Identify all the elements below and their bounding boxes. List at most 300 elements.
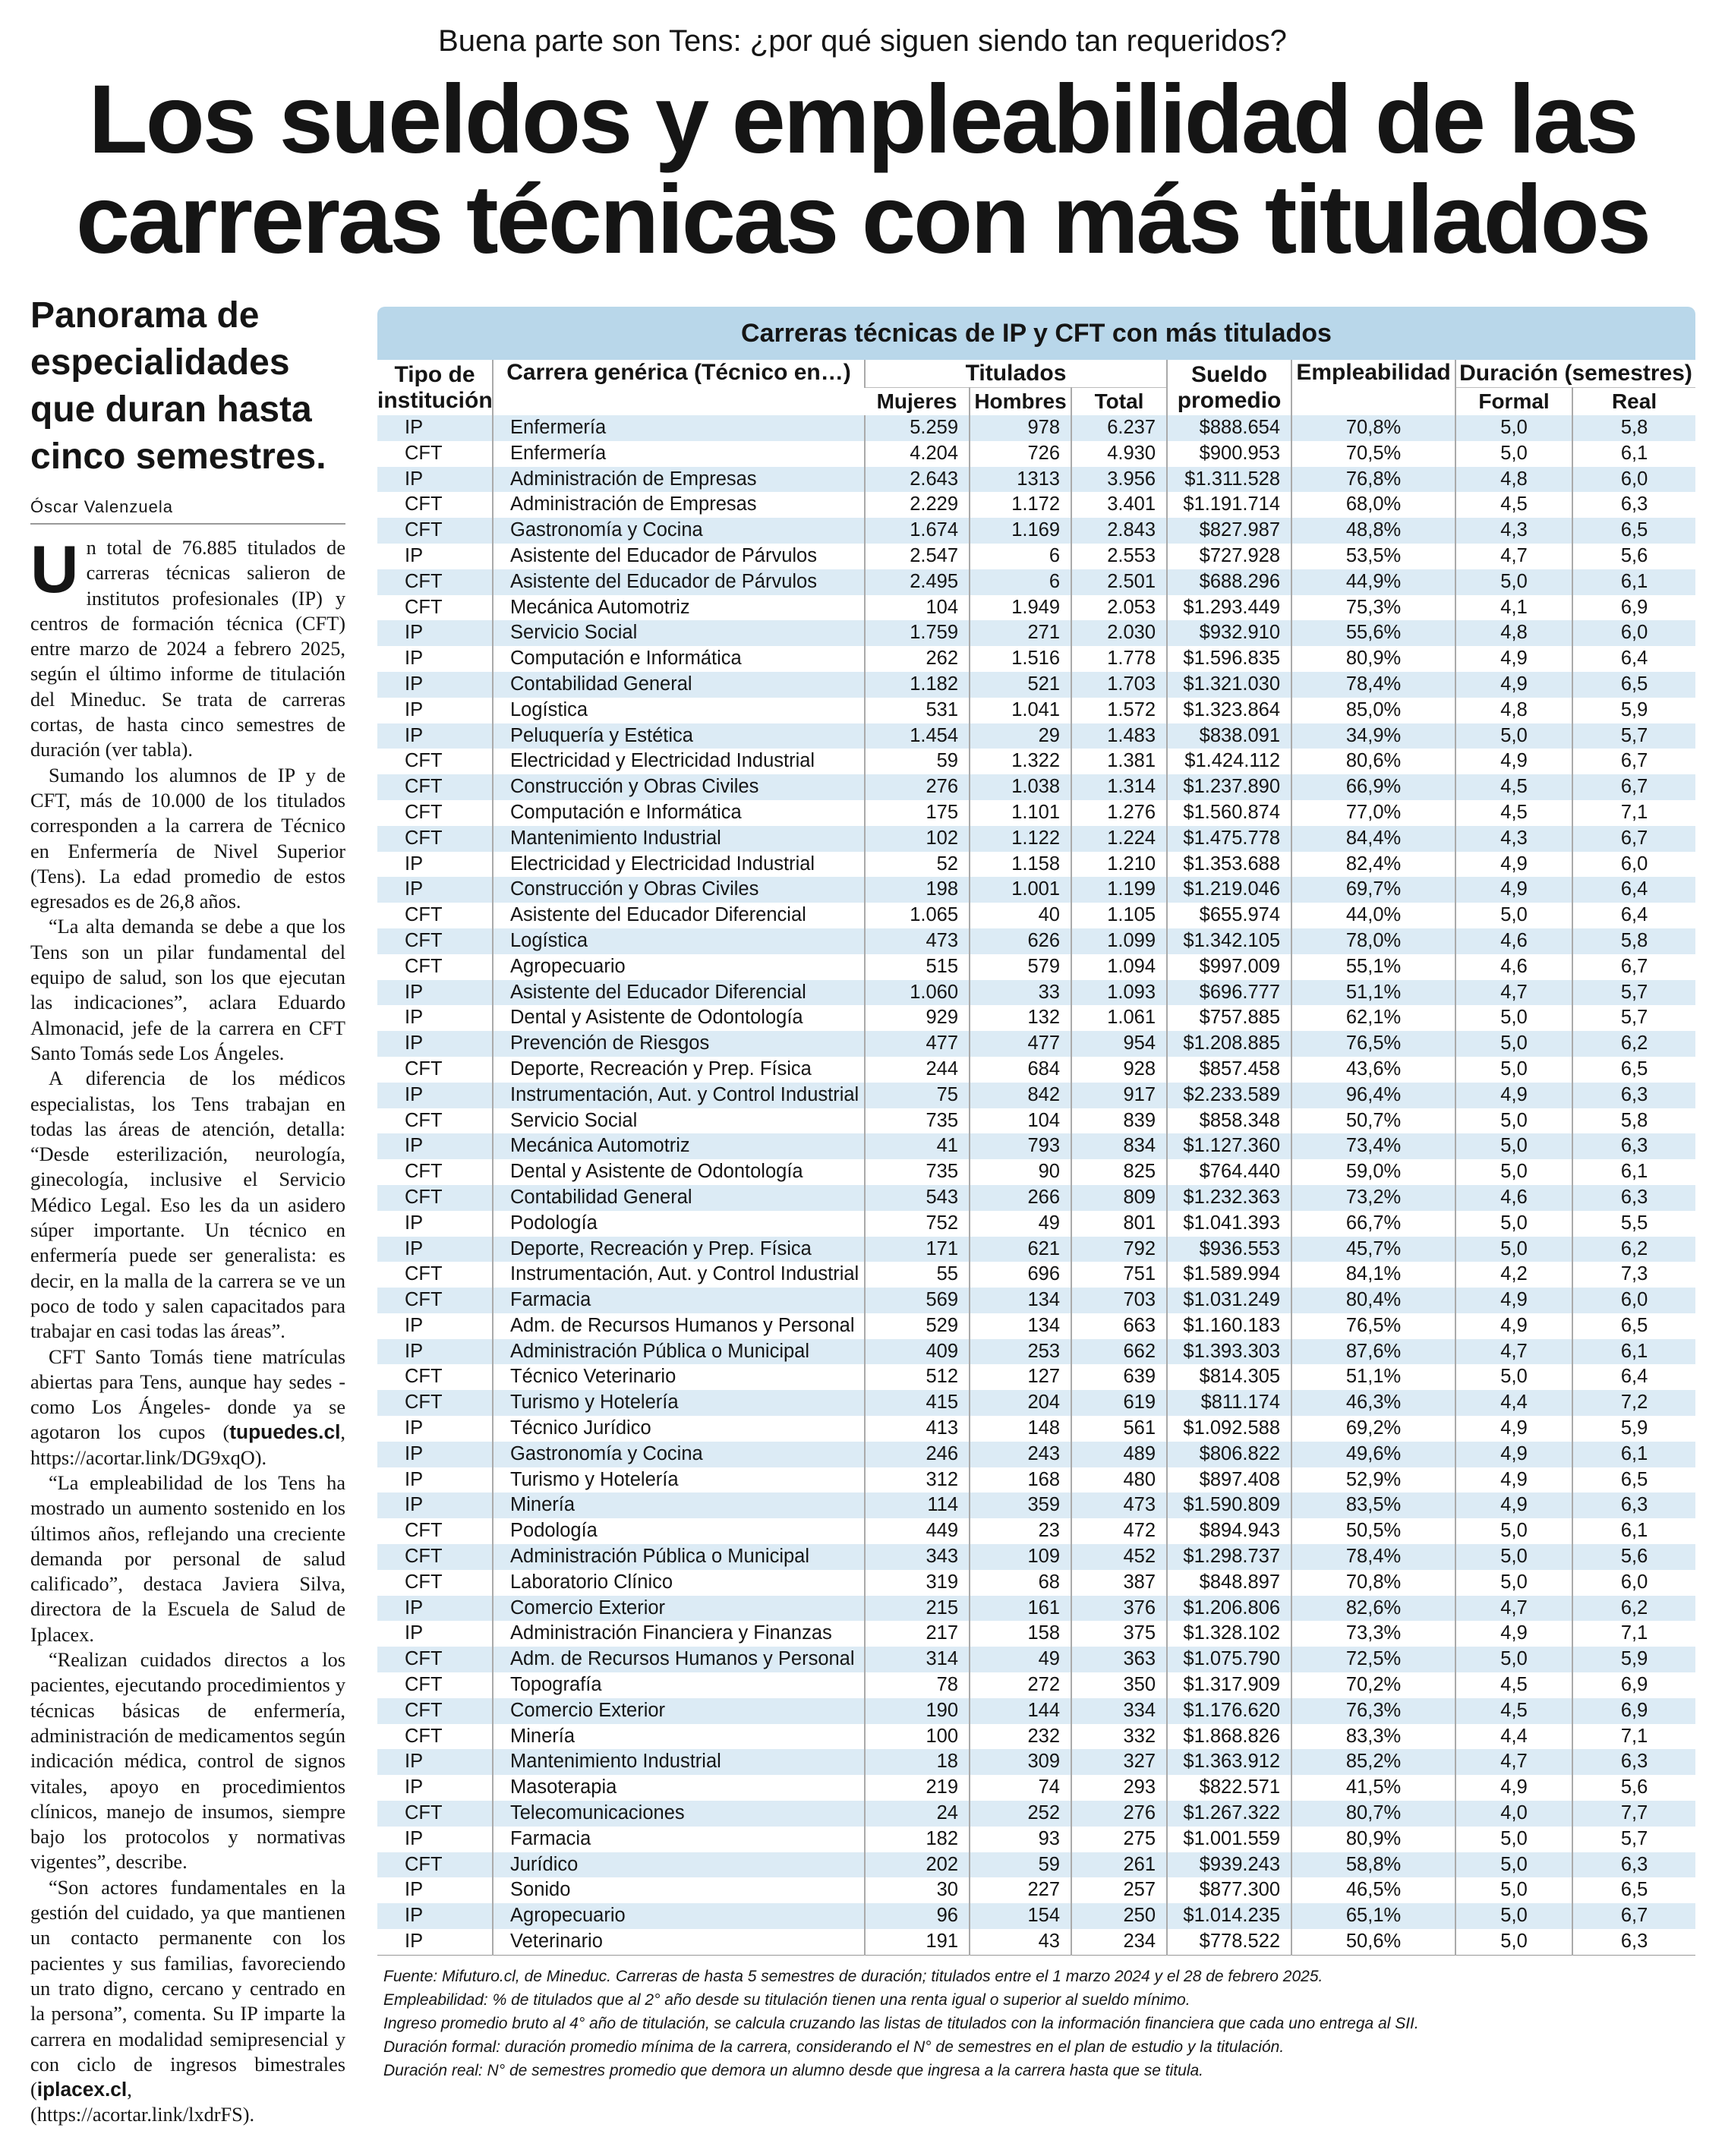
- cell-formal: 4,6: [1455, 928, 1572, 954]
- cell-real: 6,5: [1572, 1467, 1695, 1493]
- header-titulados: Titulados: [865, 360, 1167, 388]
- cell-formal: 4,6: [1455, 1185, 1572, 1211]
- cell-empleabilidad: 50,7%: [1291, 1108, 1455, 1134]
- cell-hombres: 49: [970, 1647, 1071, 1672]
- cell-formal: 4,4: [1455, 1390, 1572, 1416]
- cell-mujeres: 343: [865, 1544, 970, 1570]
- cell-empleabilidad: 87,6%: [1291, 1339, 1455, 1365]
- cell-tipo: CFT: [405, 904, 443, 926]
- cell-sueldo: $877.300: [1167, 1877, 1291, 1903]
- cell-carrera: Instrumentación, Aut. y Control Industrial: [493, 1083, 865, 1108]
- cell-mujeres: 2.643: [865, 467, 970, 493]
- cell-sueldo: $939.243: [1167, 1852, 1291, 1878]
- cell-carrera: Sonido: [493, 1877, 865, 1903]
- cell-mujeres: 114: [865, 1492, 970, 1518]
- cell-sueldo: $848.897: [1167, 1570, 1291, 1596]
- cell-hombres: 684: [970, 1057, 1071, 1083]
- cell-carrera: Agropecuario: [493, 954, 865, 980]
- cell-formal: 5,0: [1455, 1133, 1572, 1159]
- cell-carrera: Gastronomía y Cocina: [493, 1442, 865, 1467]
- link-iplacex[interactable]: iplacex.cl: [36, 2078, 128, 2101]
- cell-real: 7,1: [1572, 1621, 1695, 1647]
- cell-tipo: CFT: [377, 928, 493, 954]
- cell-total: 1.210: [1071, 852, 1167, 878]
- cell-formal: 5,0: [1455, 1005, 1572, 1031]
- cell-tipo: IP: [377, 1339, 493, 1365]
- cell-tipo: IP: [405, 544, 424, 566]
- cell-hombres: 33: [970, 980, 1071, 1006]
- cell-tipo: CFT: [405, 1674, 443, 1696]
- cell-real: 6,5: [1572, 1313, 1695, 1339]
- cell-total: 561: [1071, 1416, 1167, 1442]
- cell-formal: 5,0: [1455, 1159, 1572, 1185]
- cell-tipo: IP: [377, 1749, 493, 1775]
- table-row: [377, 1775, 1695, 1801]
- article-paragraph: “La alta demanda se debe a que los Tens son un pilar fundamental del equipo de salud, son los que ejecutan las indicaciones”, aclara Eduardo Almonacid, jefe de la carrera en CFT Santo Tomás sede Los Ángeles.: [30, 916, 345, 1064]
- cell-carrera: Turismo y Hotelería: [493, 1467, 865, 1493]
- cell-carrera: Administración Pública o Municipal: [493, 1544, 865, 1570]
- cell-total: 334: [1071, 1698, 1167, 1724]
- cell-carrera: Comercio Exterior: [493, 1698, 865, 1724]
- table-row: [377, 852, 1695, 878]
- cell-mujeres: 182: [865, 1827, 970, 1852]
- table-row: [377, 1237, 1695, 1262]
- cell-empleabilidad: 51,1%: [1291, 980, 1455, 1006]
- cell-tipo: IP: [405, 648, 424, 670]
- cell-tipo: CFT: [405, 1520, 443, 1542]
- cell-formal: 4,9: [1455, 672, 1572, 698]
- cell-empleabilidad: 82,4%: [1291, 852, 1455, 878]
- cell-hombres: 1.101: [970, 800, 1071, 826]
- cell-total: 1.483: [1071, 723, 1167, 749]
- cell-empleabilidad: 82,6%: [1291, 1596, 1455, 1622]
- cell-total: 489: [1071, 1442, 1167, 1467]
- cell-empleabilidad: 78,4%: [1291, 672, 1455, 698]
- cell-carrera: Logística: [493, 928, 865, 954]
- cell-tipo: IP: [377, 1596, 493, 1622]
- cell-tipo: IP: [377, 672, 493, 698]
- header-total: Total: [1071, 388, 1167, 416]
- cell-mujeres: 2.229: [865, 492, 970, 518]
- cell-real: 5,7: [1572, 723, 1695, 749]
- header-carrera: Carrera genérica (Técnico en…): [493, 360, 865, 415]
- cell-real: 6,0: [1572, 852, 1695, 878]
- cell-mujeres: 244: [865, 1057, 970, 1083]
- cell-sueldo: $1.208.885: [1167, 1031, 1291, 1057]
- drop-cap: U: [30, 531, 79, 607]
- table-row: [377, 1083, 1695, 1108]
- note-duracion-real: Duración real: N° de semestres promedio que demora un alumno desde que ingresa a la carrera hasta que se titula.: [383, 2061, 1204, 2079]
- cell-formal: 5,0: [1455, 1647, 1572, 1672]
- cell-sueldo: $997.009: [1167, 954, 1291, 980]
- cell-carrera: Asistente del Educador Diferencial: [493, 903, 865, 928]
- cell-carrera: Administración Pública o Municipal: [493, 1339, 865, 1365]
- cell-formal: 4,0: [1455, 1801, 1572, 1827]
- cell-total: 751: [1071, 1262, 1167, 1288]
- cell-carrera: Administración Financiera y Finanzas: [493, 1621, 865, 1647]
- cell-sueldo: $936.553: [1167, 1237, 1291, 1262]
- cell-total: 1.572: [1071, 698, 1167, 723]
- cell-total: 928: [1071, 1057, 1167, 1083]
- table-row: [377, 1672, 1695, 1698]
- cell-mujeres: 96: [865, 1903, 970, 1929]
- cell-total: 250: [1071, 1903, 1167, 1929]
- cell-total: 473: [1071, 1492, 1167, 1518]
- cell-empleabilidad: 83,5%: [1291, 1492, 1455, 1518]
- cell-empleabilidad: 84,4%: [1291, 826, 1455, 852]
- cell-formal: 5,0: [1455, 903, 1572, 928]
- cell-real: 7,2: [1572, 1390, 1695, 1416]
- cell-tipo: CFT: [377, 1390, 493, 1416]
- table-row: [377, 1570, 1695, 1596]
- cell-real: 6,3: [1572, 1133, 1695, 1159]
- table-row: [377, 1544, 1695, 1570]
- cell-hombres: 168: [970, 1467, 1071, 1493]
- cell-real: 5,9: [1572, 1647, 1695, 1672]
- cell-real: 6,3: [1572, 1749, 1695, 1775]
- cell-formal: 4,7: [1455, 1596, 1572, 1622]
- cell-hombres: 579: [970, 954, 1071, 980]
- cell-total: 387: [1071, 1570, 1167, 1596]
- cell-formal: 5,0: [1455, 441, 1572, 467]
- cell-formal: 4,7: [1455, 980, 1572, 1006]
- cell-hombres: 252: [970, 1801, 1071, 1827]
- cell-carrera: Podología: [493, 1211, 865, 1237]
- cell-real: 6,5: [1572, 1057, 1695, 1083]
- table-row: [377, 1031, 1695, 1057]
- cell-carrera: Administración de Empresas: [493, 492, 865, 518]
- cell-sueldo: $655.974: [1167, 903, 1291, 928]
- cell-hombres: 43: [970, 1929, 1071, 1955]
- cell-empleabilidad: 46,5%: [1291, 1877, 1455, 1903]
- cell-mujeres: 314: [865, 1647, 970, 1672]
- note-ingreso: Ingreso promedio bruto al 4° año de titulación, se calcula cruzando las listas de titulados con la información financiera que cada uno entrega al SII.: [383, 2014, 1419, 2032]
- cell-sueldo: $858.348: [1167, 1108, 1291, 1134]
- table-row: [377, 569, 1695, 595]
- cell-sueldo: $696.777: [1167, 980, 1291, 1006]
- header-sueldo: [1167, 360, 1291, 415]
- cell-carrera: Deporte, Recreación y Prep. Física: [493, 1057, 865, 1083]
- cell-hombres: 359: [970, 1492, 1071, 1518]
- cell-tipo: IP: [377, 467, 493, 493]
- paragraph-text: “Son actores fundamentales en la gestión del cuidado, ya que mantienen un contacto permanente con los pacientes y sus familias, favoreciendo un trato digno, cercano y centrado en la persona”, comenta. Su IP imparte la carrera en modalidad semipresencial y con ciclo de ingresos bimestrales (: [30, 1876, 345, 2101]
- cell-tipo: CFT: [405, 1725, 443, 1747]
- headline-line-1: Los sueldos y empleabilidad de las: [88, 65, 1637, 174]
- article-paragraph: A diferencia de los médicos especialistas, los Tens trabajan en todas las áreas de atención, detalla: “Desde esterilización, neurología, ginecología, inclusive el Servicio Médico Legal. Eso les da un asidero súper importante. Un técnico en enfermería puede ser generalista: es decir, en la malla de la carrera se ve un poco de todo y salen capacitados para trabajar en casi todas las áreas”.: [30, 1067, 345, 1343]
- cell-tipo: IP: [377, 1929, 493, 1955]
- cell-empleabilidad: 59,0%: [1291, 1159, 1455, 1185]
- cell-real: 6,2: [1572, 1596, 1695, 1622]
- cell-sueldo: $814.305: [1167, 1364, 1291, 1390]
- cell-real: 6,3: [1572, 492, 1695, 518]
- cell-carrera: Prevención de Riesgos: [493, 1031, 865, 1057]
- cell-real: 5,8: [1572, 1108, 1695, 1134]
- cell-hombres: 477: [970, 1031, 1071, 1057]
- cell-tipo: IP: [405, 698, 424, 720]
- cell-carrera: Asistente del Educador Diferencial: [493, 980, 865, 1006]
- table-row: [377, 595, 1695, 621]
- cell-formal: 4,3: [1455, 826, 1572, 852]
- cell-mujeres: 1.182: [865, 672, 970, 698]
- table-row: [377, 954, 1695, 980]
- cell-sueldo: $1.014.235: [1167, 1903, 1291, 1929]
- cell-tipo: CFT: [377, 1647, 493, 1672]
- cell-hombres: 68: [970, 1570, 1071, 1596]
- cell-tipo: IP: [405, 1622, 424, 1644]
- cell-tipo: CFT: [405, 1109, 443, 1131]
- cell-real: 6,2: [1572, 1237, 1695, 1262]
- cell-formal: 4,9: [1455, 1492, 1572, 1518]
- cell-tipo: IP: [377, 1442, 493, 1467]
- cell-mujeres: 52: [865, 852, 970, 878]
- cell-real: 6,7: [1572, 774, 1695, 800]
- cell-empleabilidad: 73,2%: [1291, 1185, 1455, 1211]
- cell-real: 5,6: [1572, 544, 1695, 569]
- cell-tipo: IP: [405, 1776, 424, 1798]
- cell-real: 5,9: [1572, 1416, 1695, 1442]
- table-row: [377, 903, 1695, 928]
- cell-mujeres: 4.204: [865, 441, 970, 467]
- cell-empleabilidad: 80,9%: [1291, 1827, 1455, 1852]
- cell-hombres: 134: [970, 1313, 1071, 1339]
- cell-mujeres: 543: [865, 1185, 970, 1211]
- cell-empleabilidad: 70,8%: [1291, 1570, 1455, 1596]
- cell-mujeres: 752: [865, 1211, 970, 1237]
- cell-formal: 5,0: [1455, 1877, 1572, 1903]
- cell-hombres: 626: [970, 928, 1071, 954]
- cell-real: 6,1: [1572, 1518, 1695, 1544]
- cell-hombres: 49: [970, 1211, 1071, 1237]
- cell-empleabilidad: 80,6%: [1291, 749, 1455, 774]
- cell-empleabilidad: 78,0%: [1291, 928, 1455, 954]
- cell-formal: 4,9: [1455, 1083, 1572, 1108]
- table-row: [377, 826, 1695, 852]
- cell-tipo: CFT: [405, 801, 443, 823]
- cell-real: 5,6: [1572, 1775, 1695, 1801]
- cell-empleabilidad: 50,5%: [1291, 1518, 1455, 1544]
- cell-total: 234: [1071, 1929, 1167, 1955]
- cell-sueldo: $894.943: [1167, 1518, 1291, 1544]
- cell-real: 6,0: [1572, 1570, 1695, 1596]
- cell-total: 480: [1071, 1467, 1167, 1493]
- cell-mujeres: 312: [865, 1467, 970, 1493]
- cell-real: 6,0: [1572, 1288, 1695, 1313]
- cell-mujeres: 409: [865, 1339, 970, 1365]
- cell-total: 639: [1071, 1364, 1167, 1390]
- cell-real: 6,1: [1572, 569, 1695, 595]
- cell-real: 7,3: [1572, 1262, 1695, 1288]
- cell-formal: 4,5: [1455, 1698, 1572, 1724]
- link-tupuedes[interactable]: tupuedes.cl: [229, 1420, 341, 1444]
- cell-total: 1.099: [1071, 928, 1167, 954]
- table-row: [377, 1749, 1695, 1775]
- cell-sueldo: $1.232.363: [1167, 1185, 1291, 1211]
- cell-mujeres: 1.759: [865, 620, 970, 646]
- cell-empleabilidad: 76,8%: [1291, 467, 1455, 493]
- cell-carrera: Turismo y Hotelería: [493, 1390, 865, 1416]
- cell-real: 6,0: [1572, 467, 1695, 493]
- header-empleabilidad: Empleabilidad: [1291, 360, 1455, 415]
- cell-formal: 4,9: [1455, 1442, 1572, 1467]
- cell-hombres: 6: [970, 569, 1071, 595]
- data-table: [377, 360, 1695, 1956]
- paragraph-text: , https://acortar.link/DG9xqO).: [30, 1421, 345, 1469]
- cell-total: 1.093: [1071, 980, 1167, 1006]
- table-row: [377, 1108, 1695, 1134]
- cell-real: 6,3: [1572, 1185, 1695, 1211]
- table-row: [377, 1133, 1695, 1159]
- cell-total: 452: [1071, 1544, 1167, 1570]
- paragraph-text: n total de 76.885 titulados de carreras técnicas salieron de institutos profesionales (IP) y centros de formación técnica (CFT) entre marzo de 2024 a febrero 2025, según el último informe de titulación del Mineduc. Se trata de carreras cortas, de hasta cinco semestres de duración (ver tabla).: [30, 537, 345, 761]
- cell-total: 703: [1071, 1288, 1167, 1313]
- cell-real: 6,7: [1572, 954, 1695, 980]
- cell-tipo: CFT: [405, 442, 443, 464]
- cell-mujeres: 190: [865, 1698, 970, 1724]
- cell-carrera: Mecánica Automotriz: [493, 1133, 865, 1159]
- cell-total: 834: [1071, 1133, 1167, 1159]
- header-sueldo-line2: promedio: [1177, 387, 1282, 413]
- cell-tipo: CFT: [405, 493, 443, 515]
- cell-mujeres: 104: [865, 595, 970, 621]
- header-real: Real: [1572, 388, 1695, 416]
- cell-mujeres: 18: [865, 1749, 970, 1775]
- cell-real: 6,1: [1572, 441, 1695, 467]
- cell-real: 5,6: [1572, 1544, 1695, 1570]
- cell-empleabilidad: 43,6%: [1291, 1057, 1455, 1083]
- cell-total: 809: [1071, 1185, 1167, 1211]
- cell-mujeres: 5.259: [865, 415, 970, 441]
- cell-formal: 4,9: [1455, 1288, 1572, 1313]
- cell-carrera: Minería: [493, 1492, 865, 1518]
- cell-real: 5,7: [1572, 1827, 1695, 1852]
- cell-formal: 4,7: [1455, 1749, 1572, 1775]
- cell-mujeres: 219: [865, 1775, 970, 1801]
- header-tipo: [377, 360, 493, 415]
- cell-total: 619: [1071, 1390, 1167, 1416]
- table-row: [377, 441, 1695, 467]
- cell-hombres: 40: [970, 903, 1071, 928]
- cell-mujeres: 175: [865, 800, 970, 826]
- cell-mujeres: 929: [865, 1005, 970, 1031]
- cell-hombres: 1.122: [970, 826, 1071, 852]
- cell-mujeres: 75: [865, 1083, 970, 1108]
- cell-carrera: Topografía: [493, 1672, 865, 1698]
- cell-carrera: Farmacia: [493, 1827, 865, 1852]
- cell-empleabilidad: 85,2%: [1291, 1749, 1455, 1775]
- table-row: [377, 620, 1695, 646]
- table-row: [377, 1416, 1695, 1442]
- cell-total: 917: [1071, 1083, 1167, 1108]
- table-row: [377, 1057, 1695, 1083]
- table-row: [377, 1005, 1695, 1031]
- cell-formal: 4,9: [1455, 1313, 1572, 1339]
- table-row: [377, 467, 1695, 493]
- cell-real: 5,7: [1572, 1005, 1695, 1031]
- cell-tipo: CFT: [405, 1058, 443, 1080]
- cell-empleabilidad: 58,8%: [1291, 1852, 1455, 1878]
- cell-formal: 5,0: [1455, 723, 1572, 749]
- header-mujeres: Mujeres: [865, 388, 970, 416]
- cell-tipo: IP: [377, 1133, 493, 1159]
- table-row: [377, 1647, 1695, 1672]
- table-row: [377, 1621, 1695, 1647]
- cell-empleabilidad: 66,9%: [1291, 774, 1455, 800]
- table-row: [377, 774, 1695, 800]
- cell-sueldo: $811.174: [1167, 1390, 1291, 1416]
- cell-hombres: 621: [970, 1237, 1071, 1262]
- cell-empleabilidad: 70,2%: [1291, 1672, 1455, 1698]
- cell-carrera: Dental y Asistente de Odontología: [493, 1005, 865, 1031]
- cell-total: 1.094: [1071, 954, 1167, 980]
- table-row: [377, 672, 1695, 698]
- table-row: [377, 492, 1695, 518]
- table-row: [377, 1877, 1695, 1903]
- table-row: [377, 1442, 1695, 1467]
- cell-mujeres: 449: [865, 1518, 970, 1544]
- cell-formal: 5,0: [1455, 1852, 1572, 1878]
- cell-mujeres: 202: [865, 1852, 970, 1878]
- cell-total: 2.553: [1071, 544, 1167, 569]
- cell-hombres: 243: [970, 1442, 1071, 1467]
- cell-carrera: Comercio Exterior: [493, 1596, 865, 1622]
- cell-empleabilidad: 65,1%: [1291, 1903, 1455, 1929]
- cell-total: 839: [1071, 1108, 1167, 1134]
- cell-tipo: IP: [405, 1468, 424, 1490]
- table-row: [377, 1364, 1695, 1390]
- cell-hombres: 158: [970, 1621, 1071, 1647]
- cell-total: 350: [1071, 1672, 1167, 1698]
- cell-sueldo: $688.296: [1167, 569, 1291, 595]
- cell-sueldo: $1.041.393: [1167, 1211, 1291, 1237]
- cell-real: 5,9: [1572, 698, 1695, 723]
- kicker: Buena parte son Tens: ¿por qué siguen siendo tan requeridos?: [438, 24, 1287, 58]
- cell-total: 293: [1071, 1775, 1167, 1801]
- table-row: [377, 415, 1695, 441]
- cell-formal: 4,3: [1455, 518, 1572, 544]
- cell-tipo: CFT: [377, 1852, 493, 1878]
- cell-sueldo: $1.127.360: [1167, 1133, 1291, 1159]
- header-duracion: Duración (semestres): [1455, 360, 1695, 388]
- cell-mujeres: 262: [865, 646, 970, 672]
- cell-tipo: CFT: [377, 1185, 493, 1211]
- headline: [0, 65, 1725, 274]
- article-paragraph: [30, 1344, 345, 1470]
- cell-carrera: Masoterapia: [493, 1775, 865, 1801]
- cell-total: 472: [1071, 1518, 1167, 1544]
- cell-total: 663: [1071, 1313, 1167, 1339]
- cell-empleabilidad: 80,7%: [1291, 1801, 1455, 1827]
- table-row: [377, 544, 1695, 569]
- cell-real: 7,1: [1572, 800, 1695, 826]
- cell-formal: 4,5: [1455, 1672, 1572, 1698]
- cell-formal: 4,8: [1455, 698, 1572, 723]
- table-row: [377, 1518, 1695, 1544]
- cell-total: 363: [1071, 1647, 1167, 1672]
- cell-empleabilidad: 34,9%: [1291, 723, 1455, 749]
- cell-total: 1.276: [1071, 800, 1167, 826]
- cell-total: 662: [1071, 1339, 1167, 1365]
- cell-empleabilidad: 52,9%: [1291, 1467, 1455, 1493]
- cell-mujeres: 215: [865, 1596, 970, 1622]
- cell-carrera: Mantenimiento Industrial: [493, 1749, 865, 1775]
- cell-sueldo: $1.393.303: [1167, 1339, 1291, 1365]
- table-row: [377, 1596, 1695, 1622]
- cell-total: 257: [1071, 1877, 1167, 1903]
- cell-empleabilidad: 76,5%: [1291, 1031, 1455, 1057]
- table-notes: [377, 1965, 1695, 2082]
- cell-carrera: Servicio Social: [493, 1108, 865, 1134]
- cell-tipo: IP: [405, 853, 424, 875]
